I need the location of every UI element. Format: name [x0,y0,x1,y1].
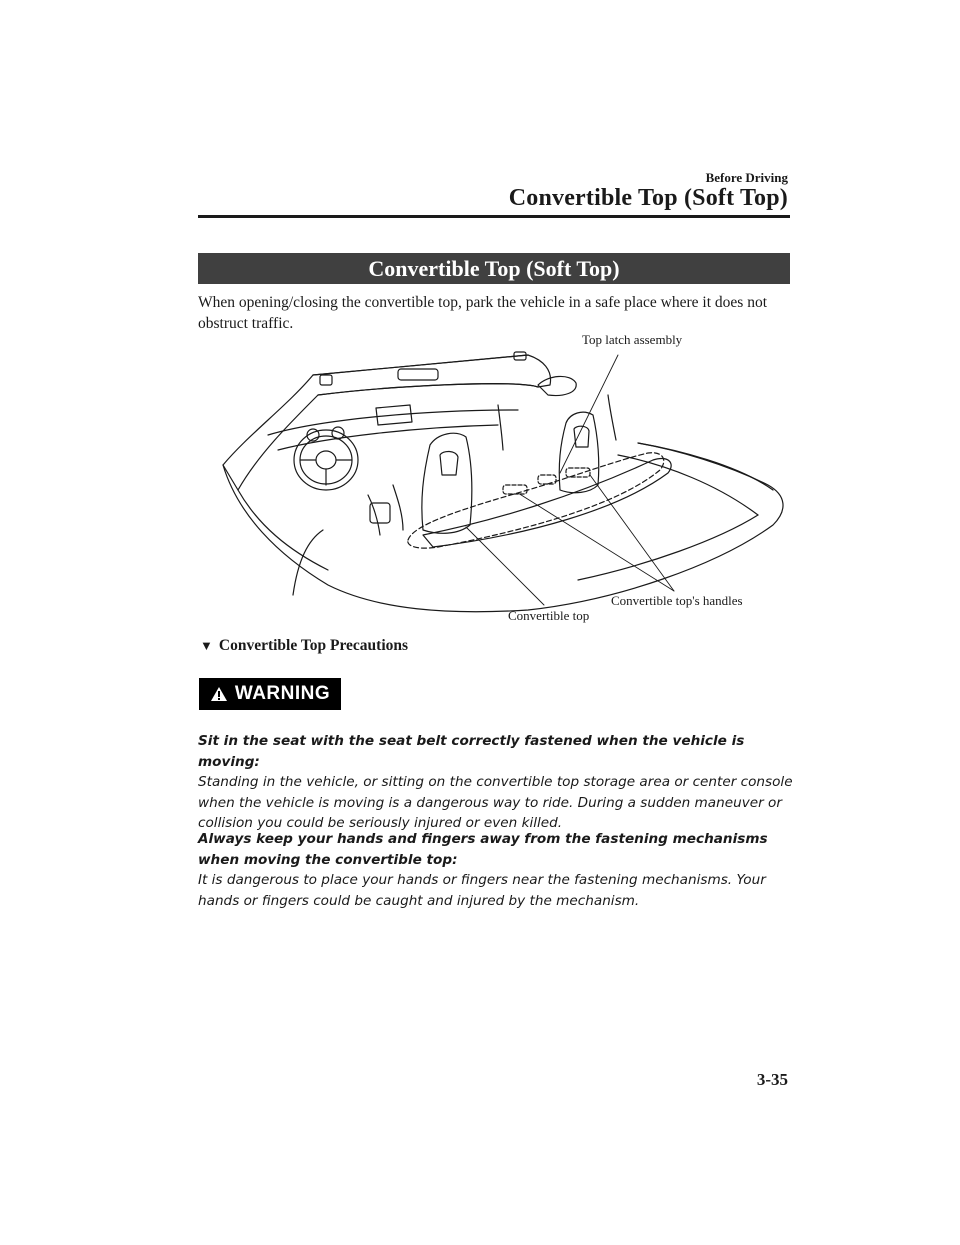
warning-item-2 [198,829,798,911]
triangle-marker-icon: ▼ [200,638,213,653]
warning-label: WARNING [234,683,331,704]
subheading-precautions [200,637,408,655]
label-convertible-top: Convertible top [508,608,590,623]
warning-triangle-icon [210,686,228,702]
convertible-top-illustration [198,325,790,625]
running-header-section: Before Driving [705,170,788,185]
subheading-text: Convertible Top Precautions [218,637,409,654]
section-banner: Convertible Top (Soft Top) [198,253,790,284]
warning-item-1 [198,731,798,834]
warning-item-1-heading: Sit in the seat with the seat belt correctly fastened when the vehicle is moving: [198,733,745,770]
warning-badge [199,678,341,710]
page-number: 3-35 [756,1070,788,1089]
label-convertible-top-handles: Convertible top's handles [611,593,743,608]
label-top-latch-assembly: Top latch assembly [582,332,683,347]
running-header-title: Convertible Top (Soft Top) [508,185,788,211]
warning-item-1-body: Standing in the vehicle, or sitting on the convertible top storage area or center console when the vehicle is moving is a dangerous way to ride. During a sudden maneuver or collision you could be seriously injured or even killed. [198,774,793,831]
header-rule [198,215,790,218]
intro-paragraph: When opening/closing the convertible top, park the vehicle in a safe place where it does not obstruct traffic. [198,294,767,332]
warning-item-2-heading: Always keep your hands and fingers away from the fastening mechanisms when moving the convertible top: [198,831,768,868]
warning-item-2-body: It is dangerous to place your hands or fingers near the fastening mechanisms. Your hands or fingers could be caught and injured by the mechanism. [198,872,766,909]
